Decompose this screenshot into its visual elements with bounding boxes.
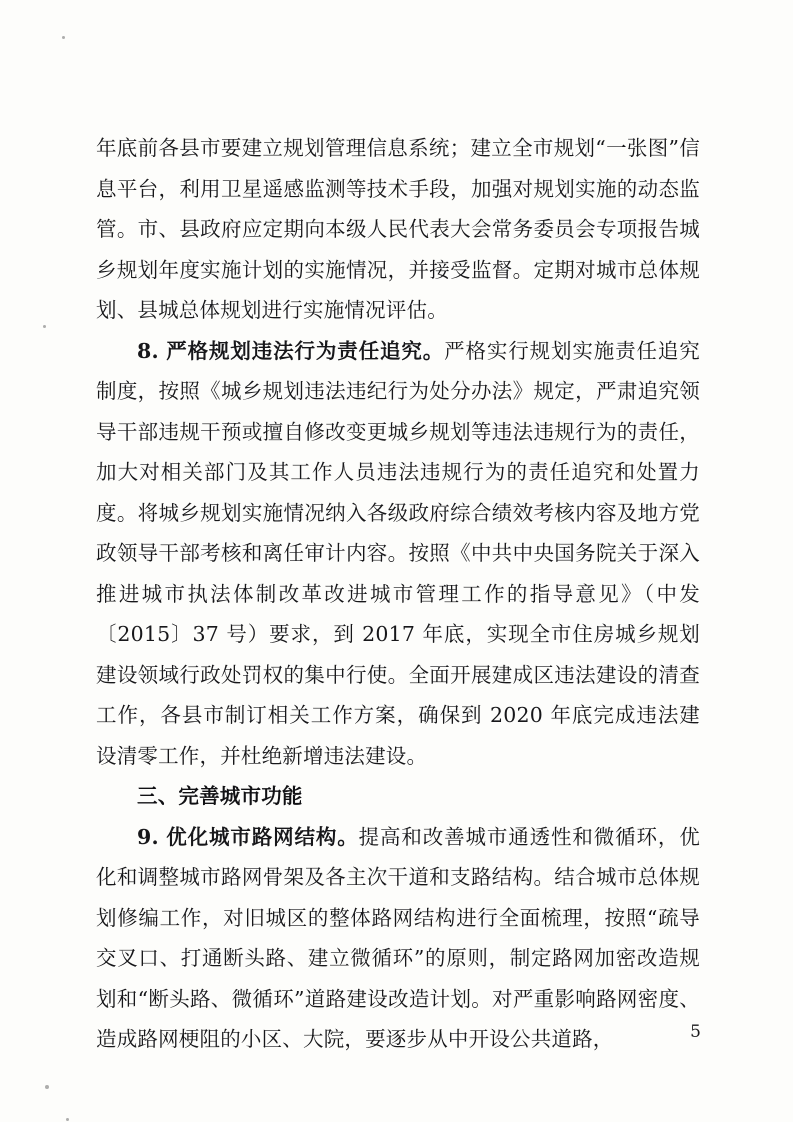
item-title: 优化城市路网结构。	[166, 824, 359, 849]
paragraph-text: 年底前各县市要建立规划管理信息系统；建立全市规划“一张图”信息平台，利用卫星遥感监测等技术手段，加强对规划实施的动态监管。市、县政府应定期向本级人民代表大会常务委员会专项报告城乡规划年度实施计划的实施情况，并接受监督。定期对城市总体规划、县城总体规划进行实施情况评估。	[96, 136, 700, 322]
paragraph-item-9	[96, 817, 700, 1060]
scan-speck	[66, 1118, 69, 1121]
scan-speck	[43, 325, 46, 328]
paragraph-text: 提高和改善城市通透性和微循环，优化和调整城市路网骨架及各主次干道和支路结构。结合城市总体规划修编工作，对旧城区的整体路网结构进行全面梳理，按照“疏导交叉口、打通断头路、建立微循环”的原则，制定路网加密改造规划和“断头路、微循环”道路建设改造计划。对严重影响路网密度、造成路网梗阻的小区、大院，要逐步从中开设公共道路，	[96, 824, 700, 1051]
item-title: 严格规划违法行为责任追究。	[166, 338, 445, 363]
page-number: 5	[690, 1022, 701, 1042]
paragraph-item-8	[96, 331, 700, 777]
page-body	[96, 128, 700, 1060]
item-number: 9.	[137, 824, 159, 849]
scan-speck	[62, 36, 65, 39]
paragraph-continued	[96, 128, 700, 331]
paragraph-text: 严格实行规划实施责任追究制度，按照《城乡规划违法违纪行为处分办法》规定，严肃追究领导干部违规干预或擅自修改变更城乡规划等违法违规行为的责任，加大对相关部门及其工作人员违法违规行为的责任追究和处置力度。将城乡规划实施情况纳入各级政府综合绩效考核内容及地方党政领导干部考核和离任审计内容。按照《中共中央国务院关于深入推进城市执法体制改革改进城市管理工作的指导意见》（中发〔2015〕37 号）要求，到 2017 年底，实现全市住房城乡规划建设领域行政处罚权的集中行使。全面开展建成区违法建设的清查工作，各县市制订相关工作方案，确保到 2020 年底完成违法建设清零工作，并杜绝新增违法建设。	[96, 338, 700, 768]
item-number: 8.	[137, 338, 159, 363]
scan-speck	[45, 1085, 49, 1089]
section-heading: 三、完善城市功能	[137, 784, 303, 808]
